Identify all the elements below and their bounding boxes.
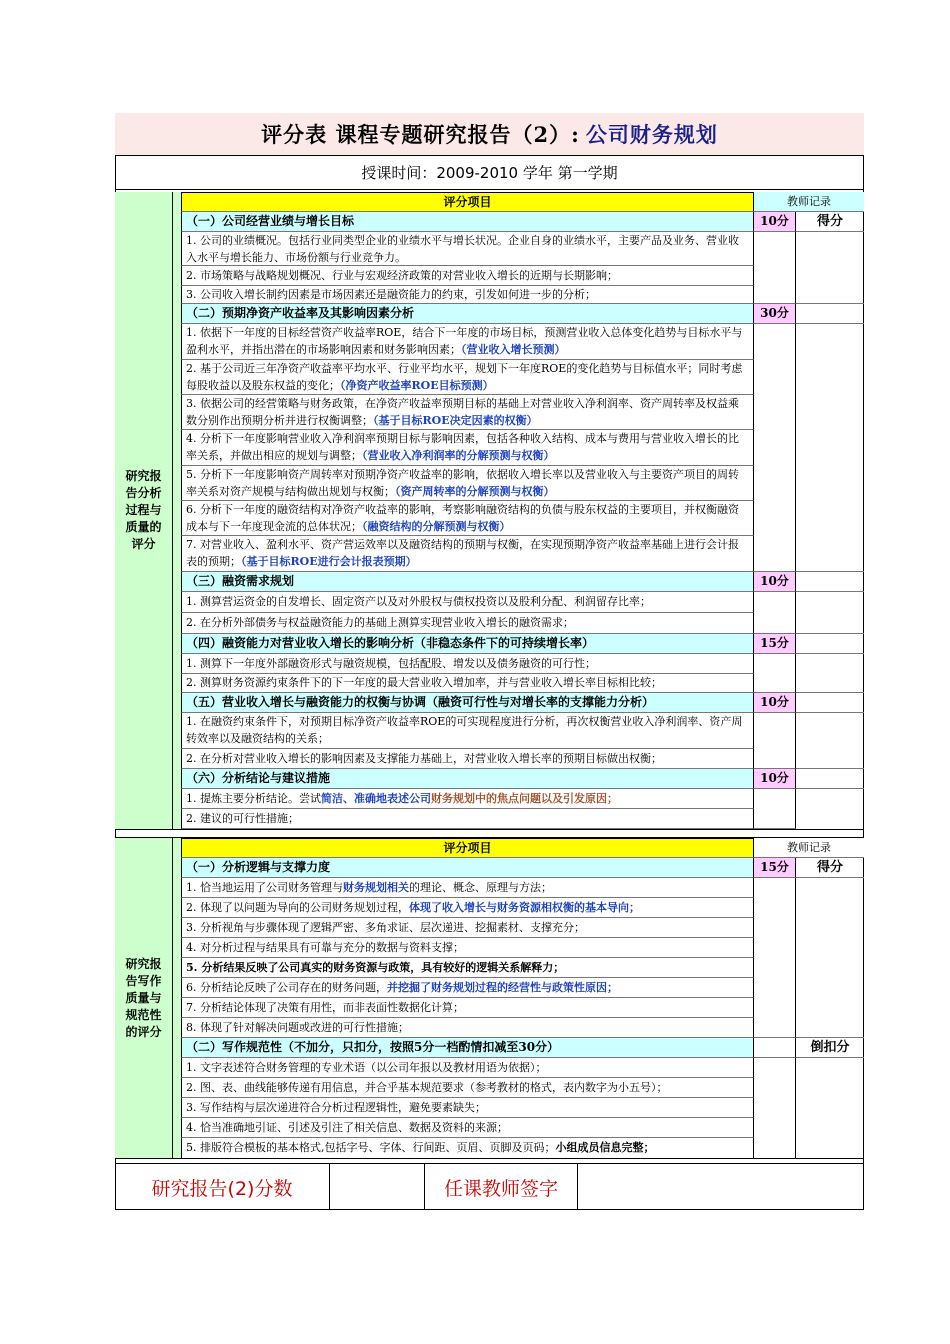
item-2-1: 1. 依据下一年度的目标经营资产收益率ROE，结合下一年度的市场目标，预测营业收入总体变化趋势与目标水平与盈利水平，并指出潜在的市场影响因素和财务影响因素；（营业收入增长预测） xyxy=(181,324,754,360)
score-cell[interactable] xyxy=(796,572,864,592)
teacher-sign-input[interactable] xyxy=(578,1164,864,1210)
record-cell[interactable] xyxy=(754,878,796,1038)
category-5: （五）营业收入增长与融资能力的权衡与协调（融资可行性与对增长率的支撑能力分析） xyxy=(181,693,754,713)
title-accent: 公司财务规划 xyxy=(585,122,718,147)
score-label: 得分 xyxy=(796,212,864,232)
writing-item-2: 2. 图、表、曲线能够传递有用信息，并合乎基本规范要求（参考教材的格式，表内数字为小五号）； xyxy=(181,1078,754,1098)
item-2-6: 6. 分析下一年度的融资结构对净资产收益率的影响，考察影响融资结构的负债与股东权益的主要项目，并权衡融资成本与下一年度现金流的总体状况；（融资结构的分解预测与权衡） xyxy=(181,501,754,536)
writing-item-1: 1. 文字表述符合财务管理的专业术语（以公司年报以及教材用语为依据）； xyxy=(181,1058,754,1078)
record-cell[interactable] xyxy=(754,1038,796,1058)
course-term: 授课时间：2009-2010 学年 第一学期 xyxy=(115,156,864,190)
item-2-4: 4. 分析下一年度影响营业收入净利润率预期目标与影响因素，包括各种收入结构、成本与费用与营业收入增长的比率关系，并做出相应的规划与调整；（营业收入净利润率的分解预测与权衡） xyxy=(181,430,754,466)
category-3: （三）融资需求规划 xyxy=(181,572,754,592)
category-2: （二）预期净资产收益率及其影响因素分析 xyxy=(181,304,754,324)
section-analysis xyxy=(115,192,864,829)
item-3-1: 1. 测算营运资金的自发增长、固定资产以及对外股权与债权投资以及股利分配、利润留存比率； xyxy=(181,592,754,613)
item-6-2: 2. 建议的可行性措施； xyxy=(181,809,754,829)
logic-item-8: 8. 体现了针对解决问题或改进的可行性措施； xyxy=(181,1018,754,1038)
item-1-3: 3. 公司收入增长制约因素是市场因素还是融资能力的约束，引发如何进一步的分析； xyxy=(181,286,754,304)
item-2-2-tag: （净资产收益率ROE目标预测） xyxy=(340,379,494,392)
item-2-3: 3. 依据公司的经营策略与财务政策，在净资产收益率预期目标的基础上对营业收入净利润率、资产周转率及权益乘数分别作出预期分析并进行权衡调整；（基于目标ROE决定因素的权衡） xyxy=(181,395,754,430)
score-cell[interactable] xyxy=(796,654,864,693)
report-score-label: 研究报告(2)分数 xyxy=(115,1164,330,1210)
logic-item-3: 3. 分析视角与步骤体现了逻辑严密、多角求证、层次递进、挖掘素材、支撑充分； xyxy=(181,918,754,938)
logic-item-5: 5. 分析结果反映了公司真实的财务资源与政策，具有较好的逻辑关系解释力； xyxy=(181,958,754,978)
logic-category: （一）分析逻辑与支撑力度 xyxy=(181,858,754,878)
item-2-3-tag: （基于目标ROE决定因素的权衡） xyxy=(373,414,538,427)
section1-side-label: 研究报告分析过程与质量的评分 xyxy=(115,192,173,829)
item-2-5-tag: （资产周转率的分解预测与权衡） xyxy=(395,485,555,498)
report-score-input[interactable] xyxy=(330,1164,425,1210)
points-1: 10分 xyxy=(754,212,796,232)
item-5-2: 2. 在分析对营业收入增长的影响因素及支撑能力基础上，对营业收入增长率的预期目标做出权衡； xyxy=(181,749,754,769)
section2-header: 评分项目 xyxy=(181,838,754,858)
item-2-2: 2. 基于公司近三年净资产收益率平均水平、行业平均水平，规划下一年度ROE的变化趋势与目标值水平；同时考虑每股收益以及股东权益的变化；（净资产收益率ROE目标预测） xyxy=(181,360,754,395)
writing-item-5: 5. 排版符合模板的基本格式,包括字号、字体、行间距、页眉、页脚及页码；小组成员信息完整； xyxy=(181,1138,754,1158)
record-cell[interactable] xyxy=(754,1058,796,1158)
writing-category: （二）写作规范性（不加分，只扣分，按照5分一档酌情扣减至30分） xyxy=(181,1038,754,1058)
item-1-1: 1. 公司的业绩概况。包括行业同类型企业的业绩水平与增长状况。企业自身的业绩水平，主要产品及业务、营业收入水平与增长能力、市场份额与行业竞争力。 xyxy=(181,232,754,266)
teacher-record-label: 教师记录 xyxy=(754,192,864,212)
category-1: （一）公司经营业绩与增长目标 xyxy=(181,212,754,232)
category-6: （六）分析结论与建议措施 xyxy=(181,769,754,789)
score-cell[interactable] xyxy=(796,324,864,572)
item-5-1: 1. 在融资约束条件下，对预期目标净资产收益率ROE的可实现程度进行分析，再次权衡营业收入净利润率、资产周转效率以及融资结构的关系； xyxy=(181,713,754,749)
teacher-sign-label: 任课教师签字 xyxy=(425,1164,578,1210)
item-2-5: 5. 分析下一年度影响资产周转率对预期净资产收益率的影响，依据收入增长率以及营业收入与主要资产项目的周转率关系对资产规模与结构做出规划与权衡；（资产周转率的分解预测与权衡） xyxy=(181,466,754,501)
item-2-7: 7. 对营业收入、盈利水平、资产营运效率以及融资结构的预期与权衡，在实现预期净资产收益率基础上进行会计报表的预期；（基于目标ROE进行会计报表预期） xyxy=(181,536,754,572)
score-label: 得分 xyxy=(796,858,864,878)
score-cell[interactable] xyxy=(796,592,864,634)
item-4-1: 1. 测算下一年度外部融资形式与融资规模，包括配股、增发以及债务融资的可行性； xyxy=(181,654,754,674)
logic-item-2: 2. 体现了以问题为导向的公司财务规划过程，体现了收入增长与财务资源相权衡的基本导向； xyxy=(181,898,754,918)
item-2-1-tag: （营业收入增长预测） xyxy=(461,343,566,356)
record-cell[interactable] xyxy=(754,232,796,304)
points-2: 30分 xyxy=(754,304,796,324)
points-3: 10分 xyxy=(754,572,796,592)
points-6: 10分 xyxy=(754,769,796,789)
score-cell[interactable] xyxy=(796,232,864,304)
section2-side-label: 研究报告写作质量与规范性的评分 xyxy=(115,838,173,1158)
score-cell[interactable] xyxy=(796,634,864,654)
teacher-record-label: 教师记录 xyxy=(754,838,864,858)
writing-item-4: 4. 恰当准确地引证、引述及引注了相关信息、数据及资料的来源； xyxy=(181,1118,754,1138)
score-cell[interactable] xyxy=(796,769,864,789)
section-divider xyxy=(115,829,864,838)
record-cell[interactable] xyxy=(754,654,796,693)
item-2-6-tag: （融资结构的分解预测与权衡） xyxy=(362,520,511,533)
item-2-7-tag: （基于目标ROE进行会计报表预期） xyxy=(241,555,417,568)
score-cell[interactable] xyxy=(796,878,864,1038)
logic-item-1: 1. 恰当地运用了公司财务管理与财务规划相关的理论、概念、原理与方法； xyxy=(181,878,754,898)
logic-points: 15分 xyxy=(754,858,796,878)
section-writing xyxy=(115,838,864,1158)
category-4: （四）融资能力对营业收入增长的影响分析（非稳态条件下的可持续增长率） xyxy=(181,634,754,654)
page-title xyxy=(115,113,864,156)
record-cell[interactable] xyxy=(754,592,796,634)
record-cell[interactable] xyxy=(754,789,796,829)
points-4: 15分 xyxy=(754,634,796,654)
deduct-cell[interactable] xyxy=(796,1058,864,1158)
item-2-4-tag: （营业收入净利润率的分解预测与权衡） xyxy=(362,449,555,462)
deduct-label: 倒扣分 xyxy=(796,1038,864,1058)
logic-item-4: 4. 对分析过程与结果具有可靠与充分的数据与资料支撑； xyxy=(181,938,754,958)
section1-header: 评分项目 xyxy=(181,192,754,212)
points-5: 10分 xyxy=(754,693,796,713)
score-cell[interactable] xyxy=(796,304,864,324)
title-main: 评分表 课程专题研究报告（2）: xyxy=(261,122,580,147)
logic-item-6: 6. 分析结论反映了公司存在的财务问题，并挖掘了财务规划过程的经营性与政策性原因； xyxy=(181,978,754,998)
item-4-2: 2. 测算财务资源约束条件下的下一年度的最大营业收入增加率，并与营业收入增长率目标相比较； xyxy=(181,674,754,693)
record-cell[interactable] xyxy=(754,324,796,572)
item-3-2: 2. 在分析外部债务与权益融资能力的基础上测算实现营业收入增长的融资需求； xyxy=(181,613,754,634)
signature-footer xyxy=(115,1163,864,1210)
item-1-2: 2. 市场策略与战略规划概况、行业与宏观经济政策的对营业收入增长的近期与长期影响； xyxy=(181,266,754,286)
score-cell[interactable] xyxy=(796,713,864,769)
score-cell[interactable] xyxy=(796,789,864,829)
logic-item-7: 7. 分析结论体现了决策有用性，而非表面性数据化计算； xyxy=(181,998,754,1018)
item-6-1: 1. 提炼主要分析结论。尝试简洁、准确地表述公司财务规划中的焦点问题以及引发原因； xyxy=(181,789,754,809)
record-cell[interactable] xyxy=(754,713,796,769)
writing-item-3: 3. 写作结构与层次递进符合分析过程逻辑性，避免要素缺失； xyxy=(181,1098,754,1118)
score-cell[interactable] xyxy=(796,693,864,713)
